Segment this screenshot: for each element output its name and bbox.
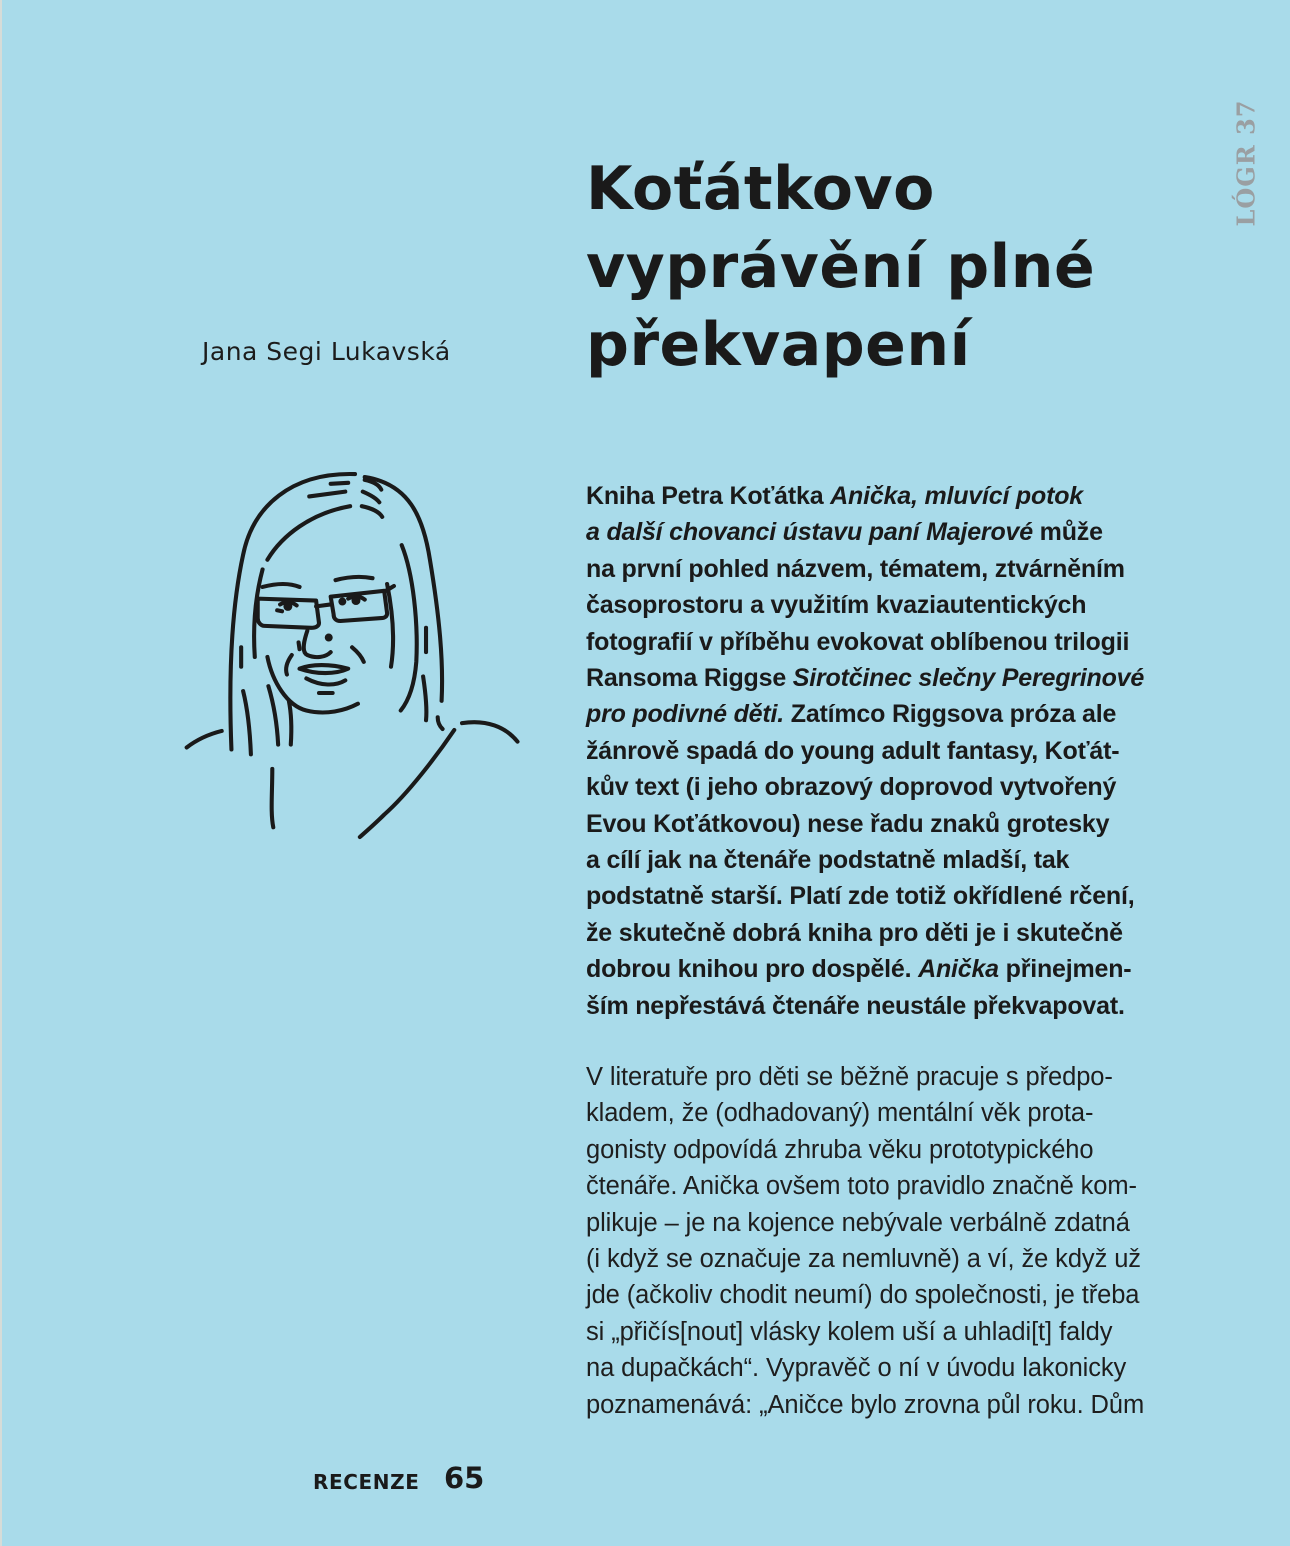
lead-line: podstatně starší. Platí zde totiž okřídlené rčení,: [586, 882, 1135, 911]
running-head-text: LÓGR 37: [1231, 99, 1261, 226]
lead-line: časoprostoru a využitím kvaziautentických: [586, 591, 1087, 620]
article-title: [586, 150, 1206, 384]
footer-section-label: RECENZE: [313, 1470, 420, 1494]
lead-line: že skutečně dobrá kniha pro děti je i skutečně: [586, 918, 1123, 947]
body-line: si „přičís[nout] vlásky kolem uší a uhladi[t] faldy: [586, 1317, 1113, 1346]
lead-line: pro podivné děti. Zatímco Riggsova próza ale: [586, 700, 1117, 729]
author-portrait-icon: [175, 462, 535, 852]
lead-line: dobrou knihou pro dospělé. Anička přinejmen-: [586, 955, 1132, 984]
lead-line: ším nepřestává čtenáře neustále překvapovat.: [586, 991, 1125, 1020]
lead-line: fotografií v příběhu evokovat oblíbenou trilogii: [586, 627, 1130, 656]
lead-line: žánrově spadá do young adult fantasy, Koťát-: [586, 736, 1120, 765]
lead-paragraph: [586, 478, 1226, 1024]
title-line: Koťátkovo: [586, 154, 935, 224]
lead-line: Ransoma Riggse Sirotčinec slečny Peregrinové: [586, 664, 1145, 693]
body-line: čtenáře. Anička ovšem toto pravidlo značně kom-: [586, 1172, 1137, 1201]
body-line: gonisty odpovídá zhruba věku prototypického: [586, 1135, 1094, 1164]
body-line: kladem, že (odhadovaný) mentální věk prota-: [586, 1099, 1094, 1128]
lead-line: a další chovanci ústavu paní Majerové může: [586, 518, 1103, 547]
title-line: vyprávění plné: [586, 232, 1096, 302]
page-edge: [0, 0, 2, 1546]
title-line: překvapení: [586, 310, 971, 380]
running-head: [1226, 100, 1266, 225]
body-line: na dupačkách“. Vypravěč o ní v úvodu lakonicky: [586, 1354, 1127, 1383]
lead-line: Evou Koťátkovou) nese řadu znaků grotesky: [586, 809, 1110, 838]
body-line: plikuje – je na kojence nebývale verbálně zdatná: [586, 1208, 1130, 1237]
body-line: poznamenává: „Aničce bylo zrovna půl roku. Dům: [586, 1390, 1145, 1419]
lead-line: a cílí jak na čtenáře podstatně mladší, tak: [586, 846, 1070, 875]
lead-line: na první pohled názvem, tématem, ztvárněním: [586, 554, 1125, 583]
lead-line: Kniha Petra Koťátka Anička, mluvící potok: [586, 482, 1083, 510]
body-paragraph: [586, 1059, 1226, 1423]
lead-line: kův text (i jeho obrazový doprovod vytvořený: [586, 773, 1117, 802]
page-number: 65: [444, 1461, 485, 1495]
body-line: (i když se označuje za nemluvně) a ví, že když už: [586, 1245, 1141, 1274]
body-line: jde (ačkoliv chodit neumí) do společnosti, je třeba: [586, 1281, 1140, 1310]
body-line: V literatuře pro děti se běžně pracuje s předpo-: [586, 1063, 1113, 1091]
author-name: Jana Segi Lukavská: [202, 337, 451, 366]
